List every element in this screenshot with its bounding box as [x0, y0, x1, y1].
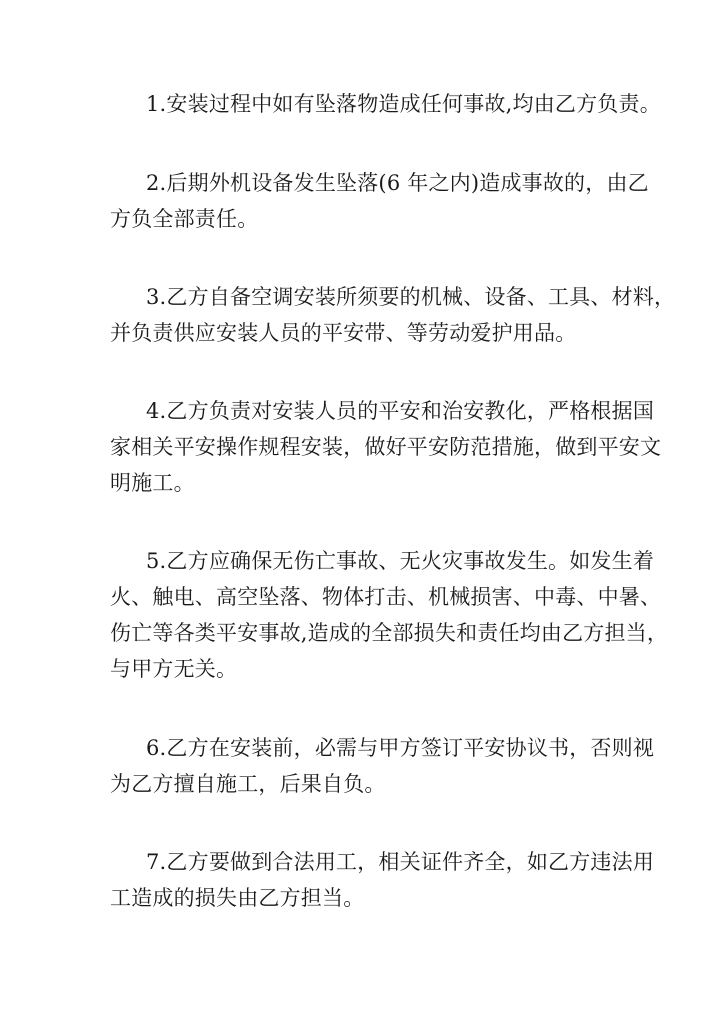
- clause-4-line-3: 明施工。: [110, 471, 195, 496]
- clause-7-line-1: 7.乙方要做到合法用工，相关证件齐全，如乙方违法用: [146, 850, 655, 874]
- clause-3-line-2: 并负责供应安装人员的平安带、等劳动爱护用品。: [110, 321, 577, 346]
- clause-5-line-1: 5.乙方应确保无伤亡事故、无火灾事故发生。如发生着: [146, 549, 655, 573]
- clause-7-line-2: 工造成的损失由乙方担当。: [110, 886, 365, 911]
- clause-1: [110, 86, 661, 122]
- clause-6-line-2: 为乙方擅自施工，后果自负。: [110, 772, 386, 797]
- clause-2: [110, 165, 649, 237]
- clause-1-line-1: 1.安装过程中如有坠落物造成任何事故,均由乙方负责。: [146, 92, 661, 116]
- clause-4-line-1: 4.乙方负责对安装人员的平安和治安教化，严格根据国: [146, 399, 655, 423]
- clause-3: [110, 279, 676, 351]
- clause-6: [110, 730, 655, 802]
- clause-3-line-1: 3.乙方自备空调安装所须要的机械、设备、工具、材料，: [146, 285, 676, 309]
- clause-4-line-2: 家相关平安操作规程安装，做好平安防范措施，做到平安文: [110, 435, 662, 460]
- clause-5-line-4: 与甲方无关。: [110, 657, 238, 682]
- clause-5-line-2: 火、触电、高空坠落、物体打击、机械损害、中毒、中暑、: [110, 585, 662, 610]
- clause-5-line-3: 伤亡等各类平安事故,造成的全部损失和责任均由乙方担当，: [110, 621, 669, 646]
- clause-4: [110, 393, 662, 501]
- clause-6-line-1: 6.乙方在安装前，必需与甲方签订平安协议书，否则视: [146, 736, 655, 760]
- clause-2-line-1: 2.后期外机设备发生坠落(6 年之内)造成事故的，由乙: [146, 171, 649, 195]
- clause-2-line-2: 方负全部责任。: [110, 207, 259, 232]
- clause-5: [110, 543, 669, 687]
- clause-7: [110, 844, 655, 916]
